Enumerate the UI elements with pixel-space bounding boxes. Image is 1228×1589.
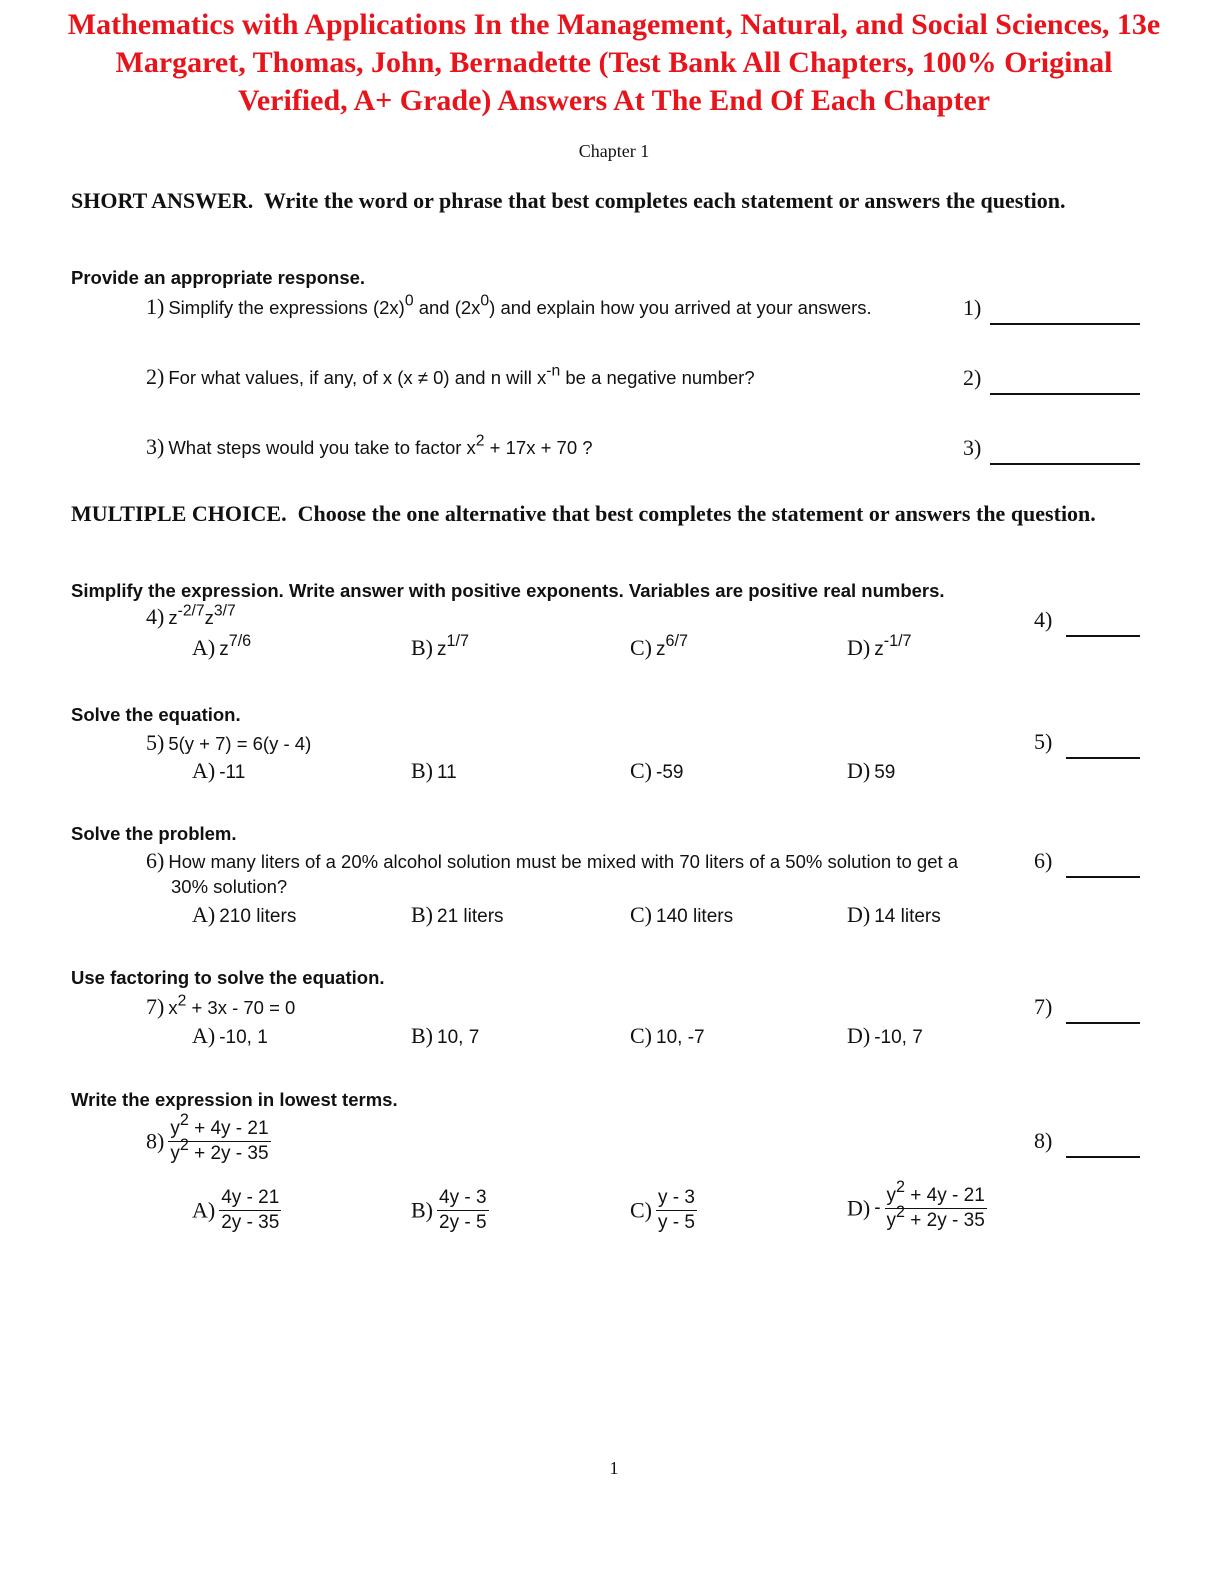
question-text: For what values, if any, of x (x ≠ 0) and n will $x^{-n}$ be a negative number? <box>168 362 755 388</box>
question-4 <box>146 604 236 630</box>
multiple-choice-heading <box>71 499 1131 529</box>
fraction-denominator: $y^2 + 2y - 35$ <box>170 1136 269 1164</box>
question-number: 8) <box>146 1128 165 1154</box>
answer-blank[interactable] <box>990 393 1140 395</box>
question-2 <box>146 364 755 390</box>
answer-blank[interactable] <box>990 463 1140 465</box>
answer-blank[interactable] <box>1066 876 1140 878</box>
group-directive: Solve the equation. <box>71 704 241 725</box>
choice-d[interactable]: D) -10, 7 <box>847 1023 923 1048</box>
question-number: 2) <box>146 364 165 389</box>
question-number: 4) <box>146 604 165 629</box>
choice-c[interactable]: C) $\frac{y - 3}{y - 5}$ <box>630 1187 695 1233</box>
question-text: $x^2 + 3x - 70 = 0$ <box>168 992 296 1018</box>
page-number: 1 <box>609 1458 619 1478</box>
short-answer-heading-rest: Write the word or phrase that best completes each statement or answers the question. <box>263 188 1066 213</box>
choice-c[interactable]: C) $z^{6/7}$ <box>630 632 688 660</box>
question-7 <box>146 994 295 1020</box>
choice-d[interactable]: D) $z^{-1/7}$ <box>847 632 912 660</box>
answer-blank[interactable] <box>990 323 1140 325</box>
question-number: 3) <box>146 434 165 459</box>
choice-a[interactable]: A) -11 <box>192 758 246 783</box>
question-number: 6) <box>146 848 165 873</box>
choice-a[interactable]: A) $\frac{4y - 21}{2y - 35}$ <box>192 1187 280 1233</box>
fraction-numerator: $y^2 + 4y - 21$ <box>168 1117 270 1142</box>
answer-label: 1) <box>963 295 982 320</box>
question-1 <box>146 294 872 320</box>
multiple-choice-heading-lead: MULTIPLE CHOICE. <box>71 501 287 526</box>
choice-c[interactable]: C) 140 liters <box>630 902 734 927</box>
choice-a[interactable]: A) 210 liters <box>192 902 297 927</box>
short-answer-directive: Provide an appropriate response. <box>71 267 366 288</box>
multiple-choice-heading-rest: Choose the one alternative that best completes the statement or answers the question. <box>297 501 1096 526</box>
choice-c[interactable]: C) -59 <box>630 758 684 783</box>
answer-label: 2) <box>963 365 982 390</box>
choice-d[interactable]: D) 14 liters <box>847 902 941 927</box>
answer-blank[interactable] <box>1066 1022 1140 1024</box>
answer-blank[interactable] <box>1066 635 1140 637</box>
question-8 <box>146 1111 271 1166</box>
group-directive: Use factoring to solve the equation. <box>71 967 385 988</box>
question-number: 7) <box>146 994 165 1019</box>
question-text: What steps would you take to factor $x^2 + 17x + 70$ ? <box>168 432 593 458</box>
question-6 <box>146 848 958 874</box>
question-text: $z^{-2/7}z^{3/7}$ <box>168 602 236 628</box>
group-directive: Simplify the expression. Write answer with positive exponents. Variables are positive real numbers. <box>71 580 945 601</box>
group-directive: Write the expression in lowest terms. <box>71 1089 398 1110</box>
answer-label: 8) <box>1034 1128 1053 1153</box>
question-fraction <box>168 1111 270 1166</box>
question-number: 5) <box>146 730 165 755</box>
choice-a[interactable]: A) -10, 1 <box>192 1023 268 1048</box>
question-text-line-2: 30% solution? <box>171 876 288 897</box>
document-title: Mathematics with Applications In the Management, Natural, and Social Sciences, 13e Margaret, Thomas, John, Bernadette (Test Bank All Chapters, 100% Original Verified, A+ Grade) Answers At The End Of Each Chapter <box>67 8 1161 117</box>
answer-label: 3) <box>963 435 982 460</box>
answer-label: 5) <box>1034 729 1053 754</box>
chapter-label: Chapter 1 <box>578 141 650 161</box>
short-answer-heading-lead: SHORT ANSWER. <box>71 188 254 213</box>
choice-b[interactable]: B) 11 <box>411 758 457 783</box>
answer-label: 4) <box>1034 607 1053 632</box>
choice-b[interactable]: B) 21 liters <box>411 902 504 927</box>
choice-b[interactable]: B) $\frac{4y - 3}{2y - 5}$ <box>411 1187 487 1233</box>
answer-label: 7) <box>1034 994 1053 1019</box>
question-text: Simplify the expressions $(2x)^0$ and $(2x^0)$ and explain how you arrived at your answers. <box>168 292 872 318</box>
choice-d[interactable]: D) 59 <box>847 758 896 783</box>
group-directive: Solve the problem. <box>71 823 237 844</box>
question-3 <box>146 434 593 460</box>
answer-label: 6) <box>1034 848 1053 873</box>
question-text-line-1: How many liters of a 20% alcohol solution must be mixed with 70 liters of a 50% solution to get a <box>168 851 959 872</box>
choice-a[interactable]: A) $z^{7/6}$ <box>192 632 252 660</box>
answer-blank[interactable] <box>1066 1156 1140 1158</box>
choice-b[interactable]: B) 10, 7 <box>411 1023 480 1048</box>
choice-d[interactable]: D) - $\frac{y^2 + 4y - 21}{y^2 + 2y - 35}$ <box>847 1178 985 1231</box>
question-text: 5(y + 7) = 6(y - 4) <box>168 733 312 754</box>
question-5 <box>146 730 311 756</box>
short-answer-heading <box>71 186 1131 216</box>
answer-blank[interactable] <box>1066 757 1140 759</box>
choice-c[interactable]: C) 10, -7 <box>630 1023 705 1048</box>
choice-b[interactable]: B) $z^{1/7}$ <box>411 632 469 660</box>
question-number: 1) <box>146 294 165 319</box>
